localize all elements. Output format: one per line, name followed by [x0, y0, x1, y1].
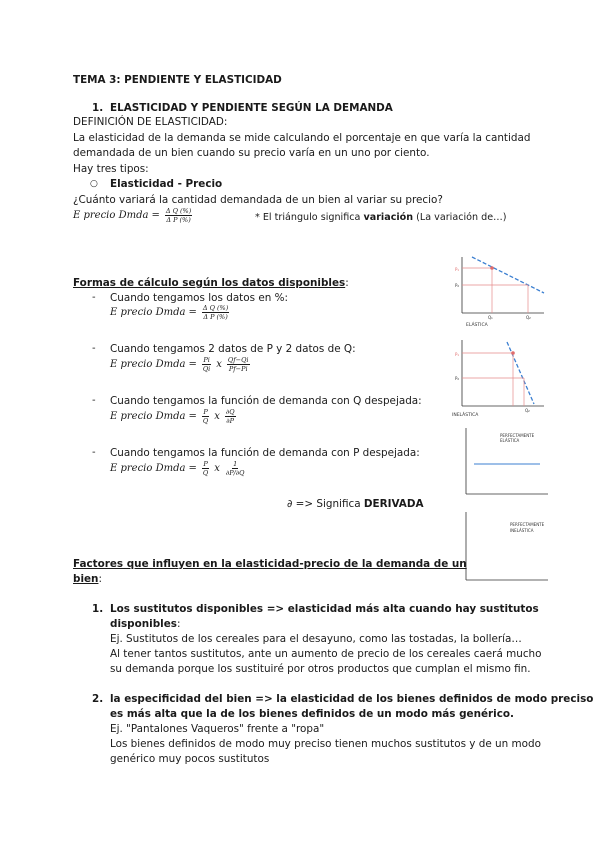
formula-1-lhs: E precio Dmda	[110, 307, 186, 318]
factor-2-number: 2.	[92, 693, 104, 705]
triangle-note-pre: * El triángulo significa	[255, 212, 364, 223]
factors-heading-bien: bien	[73, 573, 99, 585]
formula-equals: =	[151, 210, 160, 221]
graph-2-demand-curve	[507, 342, 534, 404]
formula-2-equals: =	[188, 359, 197, 370]
formula-3-fraction-1	[202, 408, 209, 425]
derivative-note-pre: ∂ => Significa	[287, 498, 364, 510]
formula-lhs: E precio Dmda	[73, 210, 149, 221]
graph-2-p1-tick: P₁	[455, 352, 460, 357]
formula-2-f2-denominator: Pf−Pi	[228, 365, 248, 373]
formula-denominator: Δ P (%)	[166, 216, 191, 224]
definition-heading: DEFINICIÓN DE ELASTICIDAD:	[73, 116, 228, 128]
formula-2-f2-numerator: Qf−Qi	[227, 356, 249, 364]
factor-2-example-line-3: genérico muy pocos sustitutos	[110, 753, 270, 765]
formula-1-numerator: Δ Q (%)	[202, 304, 229, 312]
forms-heading-colon: :	[345, 277, 349, 289]
types-intro: Hay tres tipos:	[73, 163, 149, 175]
triangle-note-post: (La variación de…)	[413, 212, 507, 223]
factor-1-example-line-2: Al tener tantos sustitutos, ante un aumento de precio de los cereales caerá mucho	[110, 648, 542, 660]
formula-4-f1-numerator: P	[203, 460, 208, 468]
graph-4-label-line-1: PERFECTAMENTE	[510, 522, 545, 527]
formula-4-fraction-2	[225, 460, 246, 477]
definition-text-line-2: demandada de un bien cuando su precio varía en un uno por ciento.	[73, 147, 430, 159]
factor-1-title-line-2	[110, 617, 180, 631]
factors-heading-line-2	[73, 572, 102, 586]
dash-bullet-icon: -	[92, 447, 96, 458]
perfectly-elastic-graph	[460, 426, 550, 498]
factor-2-title-line-2: es más alta que la de los bienes definidos de un modo más genérico.	[110, 708, 514, 720]
formula-1-denominator: Δ P (%)	[203, 313, 228, 321]
triangle-note	[255, 211, 506, 225]
factors-heading-line-1: Factores que influyen en la elasticidad-precio de la demanda de un	[73, 558, 467, 570]
form-2-label: Cuando tengamos 2 datos de P y 2 datos de Q:	[110, 343, 356, 355]
graph-2-point-1	[511, 351, 515, 355]
derivative-note-bold: DERIVADA	[363, 498, 424, 510]
graph-2-q-tick: Q₂	[525, 408, 530, 413]
triangle-note-bold: variación	[363, 212, 414, 223]
formula-4	[110, 460, 247, 477]
factor-2-title-line-1: la especificidad del bien => la elasticidad de los bienes definidos de modo preciso	[110, 693, 594, 705]
formula-3-f2-numerator: ∂Q	[225, 408, 235, 416]
formula-fraction	[165, 207, 192, 224]
factors-heading-colon: :	[98, 573, 102, 585]
section-heading: ELASTICIDAD Y PENDIENTE SEGÚN LA DEMANDA	[110, 102, 393, 114]
formula-1-fraction	[202, 304, 229, 321]
formula-2	[110, 356, 252, 373]
factor-2-example-line-1: Ej. "Pantalones Vaqueros" frente a "ropa"	[110, 723, 325, 735]
factor-1-number: 1.	[92, 603, 104, 615]
formula-3-equals: =	[188, 411, 197, 422]
perfectly-inelastic-graph	[460, 510, 550, 584]
factor-2-example-line-2: Los bienes definidos de modo muy preciso tienen muchos sustitutos y de un modo	[110, 738, 541, 750]
graph-3-label-line-2: ELÁSTICA	[500, 438, 520, 443]
formula-numerator: Δ Q (%)	[165, 207, 192, 215]
formula-3-fraction-2	[225, 408, 236, 425]
graph-1-q2-tick: Q₂	[526, 315, 531, 320]
formula-4-f2-denominator: ∂P/∂Q	[225, 469, 245, 477]
graph-1-demand-curve	[472, 257, 544, 293]
factor-1-example-line-3: su demanda porque los sustituiré por otros productos que cumplan el mismo fin.	[110, 663, 531, 675]
definition-text-line-1: La elasticidad de la demanda se mide calculando el porcentaje en que varía la cantidad	[73, 132, 531, 144]
graph-1-p2-tick: P₂	[455, 283, 460, 288]
form-1-label: Cuando tengamos los datos en %:	[110, 292, 288, 304]
form-4-label: Cuando tengamos la función de demanda con P despejada:	[110, 447, 420, 459]
formula-2-fraction-2	[227, 356, 250, 373]
formula-main	[73, 207, 194, 224]
forms-heading-text: Formas de cálculo según los datos disponibles	[73, 277, 346, 289]
forms-heading	[73, 276, 349, 290]
factor-1-title-colon: :	[176, 618, 181, 630]
factor-1-title-line-1: Los sustitutos disponibles => elasticidad más alta cuando hay sustitutos	[110, 603, 539, 615]
formula-4-equals: =	[188, 463, 197, 474]
formula-2-times: x	[216, 359, 222, 370]
formula-4-times: x	[214, 463, 220, 474]
question-text: ¿Cuánto variará la cantidad demandada de un bien al variar su precio?	[73, 194, 443, 206]
derivative-note	[287, 497, 424, 511]
graph-4-label-line-2: INELÁSTICA	[510, 528, 534, 533]
formula-2-f1-numerator: Pi	[203, 356, 210, 364]
section-number: 1.	[92, 102, 104, 114]
factor-1-example-line-1: Ej. Sustitutos de los cereales para el desayuno, como las tostadas, la bollería…	[110, 633, 522, 645]
formula-1-equals: =	[188, 307, 197, 318]
graph-1-q1-tick: Q₁	[488, 315, 493, 320]
formula-3-f1-numerator: P	[203, 408, 208, 416]
formula-4-f2-numerator: 1	[233, 460, 238, 468]
formula-4-fraction-1	[202, 460, 209, 477]
dash-bullet-icon: -	[92, 343, 96, 354]
dash-bullet-icon: -	[92, 292, 96, 303]
dash-bullet-icon: -	[92, 395, 96, 406]
formula-4-lhs: E precio Dmda	[110, 463, 186, 474]
graph-3-label-line-1: PERFECTAMENTE	[500, 433, 535, 438]
formula-3-times: x	[214, 411, 220, 422]
graph-1-label: ELÁSTICA	[466, 323, 488, 328]
formula-3-lhs: E precio Dmda	[110, 411, 186, 422]
formula-3-f1-denominator: Q	[202, 417, 209, 425]
formula-4-f1-denominator: Q	[202, 469, 209, 477]
graph-1-point-1	[490, 266, 494, 270]
formula-2-fraction-1	[202, 356, 211, 373]
formula-2-f1-denominator: Qi	[202, 365, 211, 373]
graph-2-p2-tick: P₂	[455, 376, 460, 381]
type-elasticity-price: Elasticidad - Precio	[110, 178, 223, 190]
inelastic-demand-graph	[452, 336, 548, 418]
formula-2-lhs: E precio Dmda	[110, 359, 186, 370]
formula-3-f2-denominator: ∂P	[226, 417, 235, 425]
page-title: TEMA 3: PENDIENTE Y ELASTICIDAD	[73, 74, 282, 86]
factor-1-title-text: disponibles	[110, 618, 177, 630]
formula-1	[110, 304, 231, 321]
circle-bullet-icon: ○	[90, 179, 98, 189]
elastic-demand-graph	[452, 253, 548, 333]
formula-3	[110, 408, 238, 425]
graph-1-p1-tick: P₁	[455, 267, 460, 272]
form-3-label: Cuando tengamos la función de demanda con Q despejada:	[110, 395, 422, 407]
graph-2-label: INELÁSTICA	[452, 413, 479, 418]
